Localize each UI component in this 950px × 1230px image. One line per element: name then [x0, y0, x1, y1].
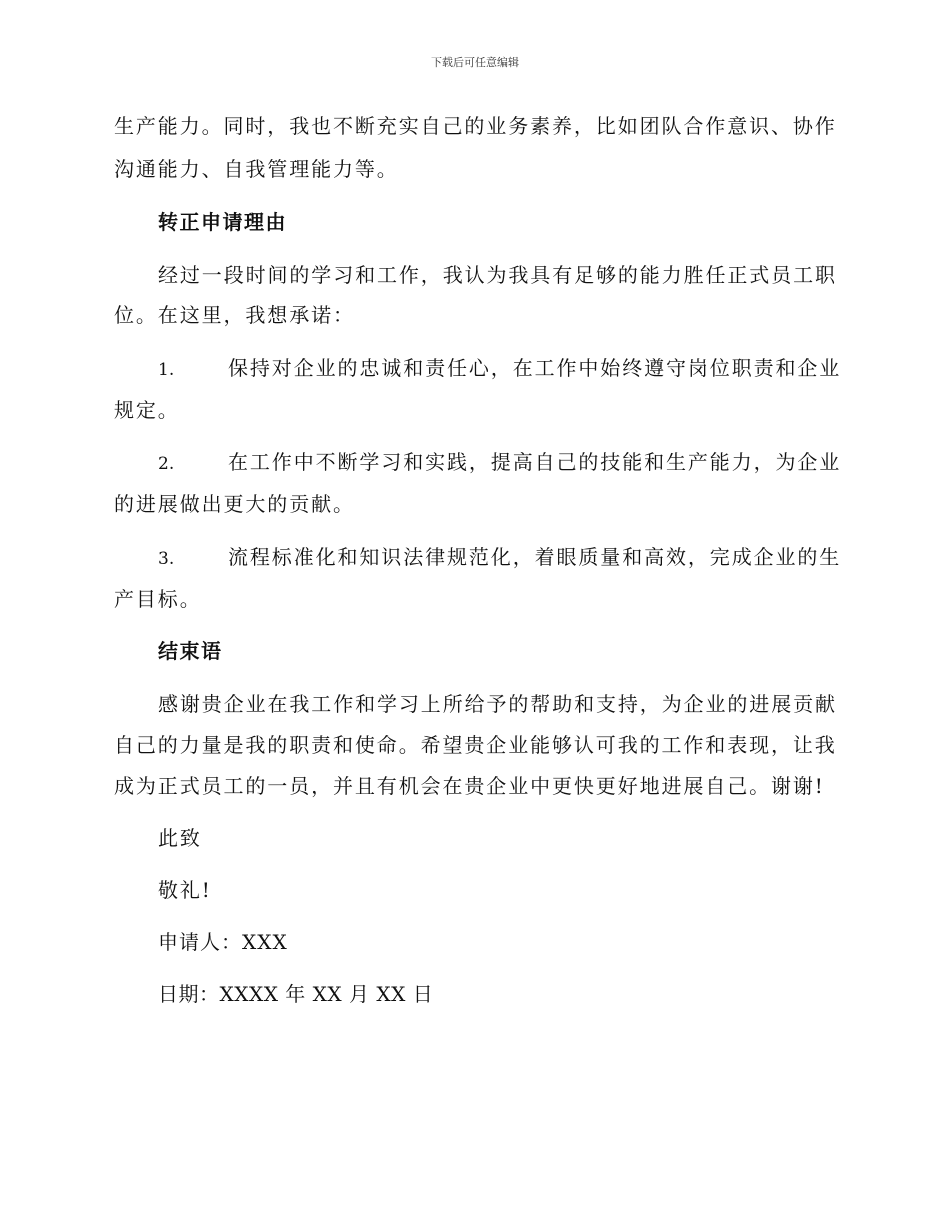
reasons-heading: 转正申请理由 — [158, 210, 287, 234]
list-item-2 — [158, 444, 841, 482]
closing-line-2: 自己的力量是我的职责和使命。希望贵企业能够认可我的工作和表现，让我 — [114, 733, 837, 757]
list-item-2-continuation: 的进展做出更大的贡献。 — [114, 492, 355, 516]
intro-line-2: 沟通能力、自我管理能力等。 — [114, 157, 399, 181]
date-line: 日期：XXXX 年 XX 月 XX 日 — [158, 982, 434, 1006]
list-item-1-continuation: 规定。 — [114, 398, 180, 422]
page-header: 下载后可任意编辑 — [431, 56, 519, 69]
list-item-number: 1. — [158, 360, 175, 380]
intro-line-1: 生产能力。同时，我也不断充实自己的业务素养，比如团队合作意识、协作 — [114, 114, 837, 138]
list-item-text: 流程标准化和知识法律规范化，着眼质量和高效，完成企业的生 — [228, 545, 842, 569]
list-item-3-continuation: 产目标。 — [114, 587, 202, 611]
list-item-text: 在工作中不断学习和实践，提高自己的技能和生产能力，为企业 — [228, 450, 842, 474]
closing-line-1: 感谢贵企业在我工作和学习上所给予的帮助和支持，为企业的进展贡献 — [158, 692, 837, 716]
list-item-text: 保持对企业的忠诚和责任心，在工作中始终遵守岗位职责和企业 — [228, 356, 842, 380]
applicant-line: 申请人：XXX — [158, 930, 288, 954]
list-item-3 — [158, 539, 841, 577]
salutation-line-1: 此致 — [158, 826, 202, 850]
list-item-1 — [158, 350, 841, 388]
salutation-line-2: 敬礼! — [158, 878, 212, 902]
closing-heading: 结束语 — [158, 639, 223, 663]
list-item-number: 3. — [158, 549, 175, 569]
list-item-number: 2. — [158, 454, 175, 474]
reasons-line-2: 位。在这里，我想承诺： — [114, 303, 355, 327]
closing-line-3: 成为正式员工的一员，并且有机会在贵企业中更快更好地进展自己。谢谢! — [114, 774, 825, 798]
reasons-line-1: 经过一段时间的学习和工作，我认为我具有足够的能力胜任正式员工职 — [158, 263, 837, 287]
